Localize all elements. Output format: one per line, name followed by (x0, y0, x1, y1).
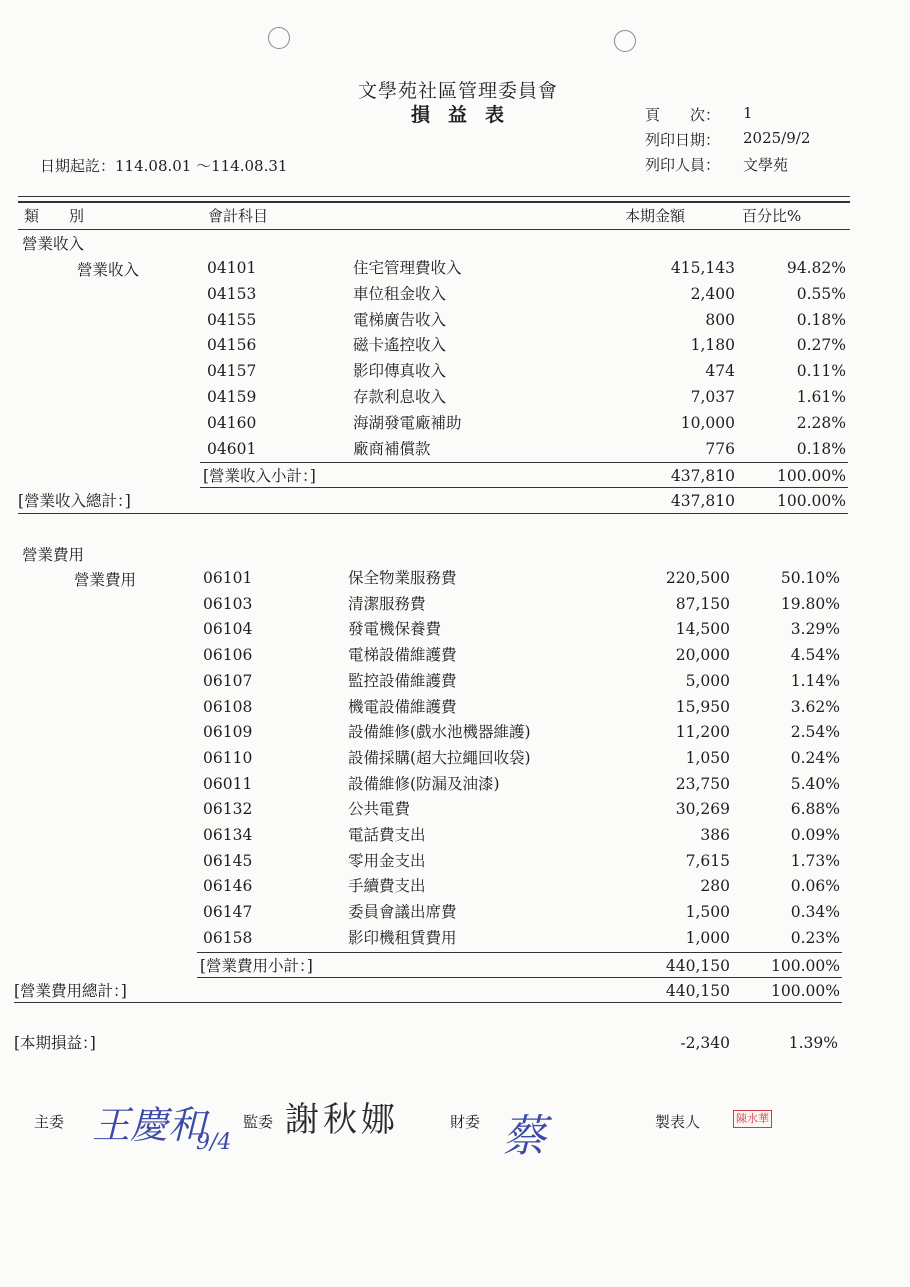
expense-subtotal-label: [營業費用小計：] (200, 957, 313, 975)
expense-pct: 4.54% (790, 646, 840, 665)
expense-code: 06134 (203, 826, 253, 844)
expense-code: 06107 (203, 671, 253, 690)
expense-amount: 386 (700, 826, 730, 844)
income-subtotal-row (0, 464, 910, 488)
expense-code: 06109 (203, 723, 253, 742)
expense-row (0, 720, 910, 744)
income-subtotal-amount: 437,810 (670, 467, 735, 485)
supervisor-signature: 謝秋娜 (285, 1100, 399, 1140)
expense-row (0, 746, 910, 770)
income-total-label: [營業收入總計：] (18, 492, 131, 510)
expense-amount: 1,050 (685, 748, 730, 767)
expense-subtotal-row (0, 954, 910, 978)
expense-pct: 1.14% (790, 671, 840, 690)
expense-name: 公共電費 (348, 800, 411, 819)
net-label: [本期損益：] (14, 1034, 96, 1052)
expense-pct: 0.34% (790, 903, 840, 922)
income-row (0, 385, 910, 409)
expense-name: 監控設備維護費 (348, 671, 457, 690)
expense-row (0, 592, 910, 616)
page-value: 1 (743, 104, 753, 122)
income-amount: 800 (705, 310, 735, 329)
income-code: 04159 (207, 388, 257, 406)
punch-hole-left (268, 27, 290, 49)
expense-pct: 3.29% (790, 620, 840, 639)
income-amount: 7,037 (690, 388, 735, 406)
col-amount: 本期金額 (625, 207, 686, 225)
income-subtotal-label: [營業收入小計：] (203, 467, 316, 485)
expense-code: 06147 (203, 903, 253, 922)
income-row (0, 437, 910, 461)
income-row (0, 282, 910, 306)
income-amount: 2,400 (690, 284, 735, 303)
income-pct: 0.18% (796, 439, 846, 458)
expense-name: 手續費支出 (348, 877, 426, 896)
report-title: 損益表 (411, 104, 523, 126)
expense-amount: 23,750 (675, 774, 730, 793)
net-pct: 1.39% (788, 1034, 838, 1052)
income-amount: 415,143 (670, 259, 735, 277)
printer-label: 列印人員： (645, 156, 721, 174)
expense-pct: 19.80% (780, 594, 840, 613)
expense-group-label: 營業費用 (74, 571, 137, 589)
income-total-rule (18, 513, 848, 514)
income-name: 住宅管理費收入 (353, 259, 462, 277)
expense-pct: 5.40% (790, 774, 840, 793)
income-section-label: 營業收入 (22, 235, 85, 253)
punch-hole-right (614, 30, 636, 52)
expense-amount: 15,950 (675, 697, 730, 716)
income-subtotal-bottom-rule (200, 487, 848, 488)
expense-name: 發電機保養費 (348, 620, 442, 639)
income-pct: 0.55% (796, 284, 846, 303)
expense-code: 06158 (203, 928, 253, 947)
expense-row (0, 617, 910, 641)
income-name: 廠商補償款 (353, 439, 431, 458)
expense-name: 零用金支出 (348, 851, 426, 870)
income-total-row (0, 489, 910, 513)
income-pct: 0.18% (796, 310, 846, 329)
treasurer-label: 財委 (450, 1113, 481, 1131)
income-name: 電梯廣告收入 (353, 310, 447, 329)
expense-name: 保全物業服務費 (348, 569, 457, 587)
expense-amount: 1,500 (685, 903, 730, 922)
expense-code: 06146 (203, 877, 253, 896)
expense-row (0, 566, 910, 590)
expense-section-label: 營業費用 (22, 546, 85, 564)
income-pct: 0.27% (796, 336, 846, 355)
expense-name: 設備維修(防漏及油漆) (348, 774, 500, 793)
income-pct: 2.28% (796, 413, 846, 432)
expense-name: 電梯設備維護費 (348, 646, 457, 665)
expense-row (0, 900, 910, 924)
expense-amount: 87,150 (675, 594, 730, 613)
income-code: 04601 (207, 439, 257, 458)
income-row (0, 359, 910, 383)
expense-pct: 0.06% (790, 877, 840, 896)
print-date-label: 列印日期： (645, 131, 721, 149)
expense-row (0, 669, 910, 693)
expense-amount: 14,500 (675, 620, 730, 639)
income-code: 04160 (207, 413, 257, 432)
header-rule-top (18, 196, 850, 197)
expense-name: 電話費支出 (348, 826, 426, 844)
org-name: 文學苑社區管理委員會 (358, 80, 559, 102)
expense-code: 06132 (203, 800, 253, 819)
page-label: 頁 次： (645, 106, 721, 124)
expense-subtotal-pct: 100.00% (771, 957, 840, 975)
income-name: 存款利息收入 (353, 388, 447, 406)
income-row (0, 308, 910, 332)
income-name: 影印傳真收入 (353, 362, 447, 381)
expense-total-pct: 100.00% (771, 982, 840, 1000)
expense-pct: 0.09% (790, 826, 840, 844)
expense-amount: 30,269 (675, 800, 730, 819)
income-row (0, 411, 910, 435)
expense-pct: 3.62% (790, 697, 840, 716)
expense-amount: 20,000 (675, 646, 730, 665)
expense-total-label: [營業費用總計：] (14, 982, 127, 1000)
expense-amount: 7,615 (685, 851, 730, 870)
expense-amount: 5,000 (685, 671, 730, 690)
income-code: 04101 (207, 259, 257, 277)
net-amount: -2,340 (680, 1034, 730, 1052)
expense-amount: 1,000 (685, 928, 730, 947)
income-name: 磁卡遙控收入 (353, 336, 447, 355)
expense-row (0, 874, 910, 898)
expense-code: 06101 (203, 569, 253, 587)
income-subtotal-rule (200, 462, 848, 463)
expense-code: 06110 (203, 748, 253, 767)
expense-total-row (0, 979, 910, 1003)
expense-pct: 1.73% (790, 851, 840, 870)
expense-subtotal-bottom-rule (197, 977, 842, 978)
expense-code: 06145 (203, 851, 253, 870)
income-amount: 10,000 (680, 413, 735, 432)
column-header-rule (18, 229, 850, 230)
income-row (0, 333, 910, 357)
expense-code: 06011 (203, 774, 253, 793)
col-category: 類 別 (24, 207, 85, 225)
expense-pct: 50.10% (780, 569, 840, 587)
expense-pct: 0.24% (790, 748, 840, 767)
income-total-amount: 437,810 (670, 492, 735, 510)
printer-value: 文學苑 (743, 156, 789, 174)
col-percent: 百分比% (742, 207, 802, 225)
income-code: 04155 (207, 310, 257, 329)
expense-name: 清潔服務費 (348, 594, 426, 613)
expense-row (0, 797, 910, 821)
preparer-label: 製表人 (655, 1113, 701, 1131)
expense-code: 06106 (203, 646, 253, 665)
expense-name: 設備採購(超大拉繩回收袋) (348, 748, 531, 767)
expense-total-amount: 440,150 (665, 982, 730, 1000)
expense-pct: 2.54% (790, 723, 840, 742)
income-pct: 94.82% (786, 259, 846, 277)
expense-amount: 220,500 (665, 569, 730, 587)
col-account: 會計科目 (208, 207, 269, 225)
expense-amount: 280 (700, 877, 730, 896)
date-range: 日期起訖：114.08.01 ～114.08.31 (40, 157, 288, 175)
expense-row (0, 772, 910, 796)
income-pct: 0.11% (796, 362, 846, 381)
chair-label: 主委 (34, 1113, 65, 1131)
expense-pct: 0.23% (790, 928, 840, 947)
expense-code: 06103 (203, 594, 253, 613)
expense-row (0, 823, 910, 847)
net-row (0, 1031, 910, 1055)
expense-name: 影印機租賃費用 (348, 928, 457, 947)
income-group-label: 營業收入 (77, 261, 140, 279)
expense-code: 06104 (203, 620, 253, 639)
income-row (0, 256, 910, 280)
income-total-pct: 100.00% (777, 492, 846, 510)
expense-total-rule (14, 1002, 842, 1003)
income-name: 海湖發電廠補助 (353, 413, 462, 432)
income-pct: 1.61% (796, 388, 846, 406)
income-subtotal-pct: 100.00% (777, 467, 846, 485)
income-code: 04156 (207, 336, 257, 355)
expense-name: 委員會議出席費 (348, 903, 457, 922)
expense-subtotal-rule (197, 952, 842, 953)
print-date-value: 2025/9/2 (743, 129, 811, 147)
expense-row (0, 926, 910, 950)
income-code: 04153 (207, 284, 257, 303)
expense-code: 06108 (203, 697, 253, 716)
expense-row (0, 643, 910, 667)
income-name: 車位租金收入 (353, 284, 447, 303)
income-amount: 1,180 (690, 336, 735, 355)
income-code: 04157 (207, 362, 257, 381)
expense-subtotal-amount: 440,150 (665, 957, 730, 975)
chair-sign-date: 9/4 (196, 1130, 232, 1155)
expense-name: 機電設備維護費 (348, 697, 457, 716)
treasurer-signature: 蔡 (502, 1111, 546, 1162)
preparer-stamp: 陳水華 (733, 1110, 772, 1128)
header-rule-bottom (18, 201, 850, 203)
supervisor-label: 監委 (243, 1113, 274, 1131)
expense-row (0, 849, 910, 873)
expense-pct: 6.88% (790, 800, 840, 819)
expense-name: 設備維修(戲水池機器維護) (348, 723, 531, 742)
income-amount: 776 (705, 439, 735, 458)
expense-amount: 11,200 (675, 723, 730, 742)
expense-row (0, 695, 910, 719)
chair-signature: 王慶和 (92, 1103, 207, 1147)
income-amount: 474 (705, 362, 735, 381)
